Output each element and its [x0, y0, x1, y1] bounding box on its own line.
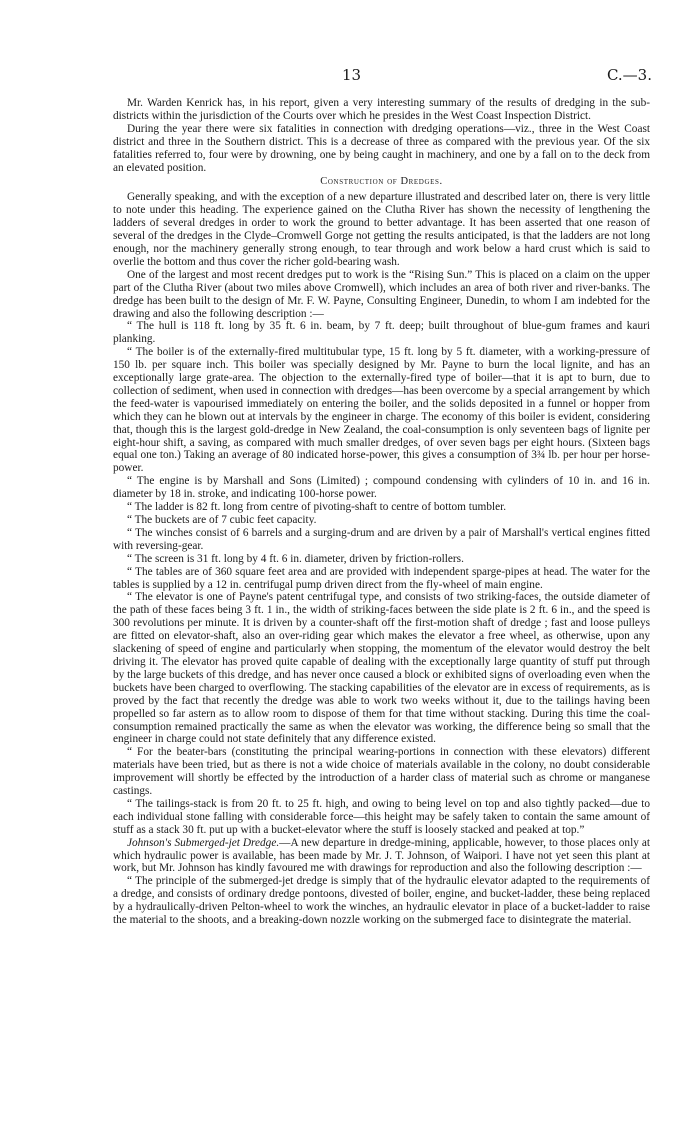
- paragraph: “ The screen is 31 ft. long by 4 ft. 6 in. diameter, driven by friction-rollers.: [127, 552, 464, 565]
- paragraph: Generally speaking, and with the exception of a new departure illustrated and described later on, there is very little to note under this heading. The experience gained on the Clutha River has shown the necessity of lengthening the ladders of several dredges in order to work the ground to better advantage. It has been asserted that one reason of several of the dredges in the Clyde–Cromwell Gorge not getting the results anticipated, is that the ladders are not long enough, nor the machinery generally strong enough, to tear through and work below a hard crust which is said to overlie the bottom and thus cover the richer gold-bearing wash.: [113, 191, 650, 268]
- paragraph: “ The elevator is one of Payne's patent centrifugal type, and consists of two striking-faces, the outside diameter of the path of these faces being 3 ft. 1 in., the width of striking-faces between the side plate is 2 ft. 6 in., and the speed is 300 revolutions per minute. It is driven by a counter-shaft off the first-motion shaft of dredge ; fast and loose pulleys are fitted on elevator-shaft, also an over-riding gear which makes the elevator a free wheel, as otherwise, upon any slackening of speed of engine and particularly when stopping, the momentum of the elevator would destroy the belt driving it. The elevator has proved quite capable of dealing with the exceptionally large quantity of stuff put through by the large buckets of this dredge, and has never once caused a block or exhibited signs of overloading even when the buckets have been charged to overflowing. The stacking capabilities of the elevator are in excess of requirements, as is proved by the fact that recently the dredge was able to work two weeks without it, due to the tailings having been propelled so far astern as to allow room to dispose of them for that time without stacking. During this time the coal-consumption remained practically the same as when the elevator was working, the difference being so small that the engineer in charge could not state definitely that any difference existed.: [113, 591, 650, 746]
- document-reference: C.—3.: [606, 66, 652, 84]
- page-number: 13: [342, 66, 362, 84]
- paragraph: “ The ladder is 82 ft. long from centre of pivoting-shaft to centre of bottom tumbler.: [127, 501, 507, 514]
- johnson-title: Johnson's Submerged-jet Dredge.: [127, 836, 280, 849]
- paragraph: “ For the beater-bars (constituting the principal wearing-portions in connection with these elevators) different materials have been tried, but as there is not a wide choice of materials available in the colony, no doubt considerable improvement will shortly be effected by the introduction of a harder class of material such as chrome or manganese castings.: [113, 746, 650, 798]
- paragraph: “ The tailings-stack is from 20 ft. to 25 ft. high, and owing to being level on top and also tightly packed—due to each individual stone falling with considerable force—this height may be safely taken to contain the same amount of stuff as a stack 30 ft. put up with a bucket-elevator where the stuff is loosely stacked and peaked at top.”: [113, 797, 650, 836]
- paragraph: “ The hull is 118 ft. long by 35 ft. 6 in. beam, by 7 ft. deep; built throughout of blue-gum frames and kauri planking.: [113, 320, 650, 346]
- body-text: [113, 97, 650, 927]
- johnson-text: —A new departure in dredge-mining, applicable, however, to those places only at which hydraulic power is available, has been made by Mr. J. T. Johnson, of Waipori. I have not yet seen this plant at work, but Mr. Johnson has kindly favoured me with drawings for reproduction and also the following description :—: [113, 836, 650, 875]
- paragraph-johnson: [113, 837, 650, 876]
- paragraph: Mr. Warden Kenrick has, in his report, given a very interesting summary of the results of dredging in the sub-districts within the jurisdiction of the Courts over which he presides in the West Coast Inspection District.: [113, 97, 650, 122]
- paragraph: “ The engine is by Marshall and Sons (Limited) ; compound condensing with cylinders of 10 in. and 16 in. diameter by 18 in. stroke, and indicating 100-horse power.: [113, 475, 650, 501]
- paragraph: “ The principle of the submerged-jet dredge is simply that of the hydraulic elevator adapted to the requirements of a dredge, and consists of ordinary dredge pontoons, divested of boiler, engine, and bucket-ladder, these being replaced by a hydraulically-driven Pelton-wheel to work the winches, an hydraulic elevator in place of a bucket-ladder to raise the material to the shoots, and a breaking-down nozzle working on the submerged face to disintegrate the material.: [113, 875, 650, 927]
- paragraph: “ The buckets are of 7 cubic feet capacity.: [127, 514, 317, 526]
- paragraph: “ The tables are of 360 square feet area and are provided with independent sparge-pipes at head. The water for the tables is supplied by a 12 in. centrifugal pump driven direct from the fly-wheel of main engine.: [113, 565, 650, 591]
- section-heading: Construction of Dredges.: [320, 176, 443, 188]
- paragraph: “ The boiler is of the externally-fired multitubular type, 15 ft. long by 5 ft. diameter, with a working-pressure of 150 lb. per square inch. This boiler was specially designed by Mr. Payne to burn the local lignite, and has an exceptionally large grate-area. The objection to the externally-fired type of boiler—that it is apt to burn, due to collection of sediment, when used in connection with dredges—has been overcome by a special arrangement by which the feed-water is vapourised immediately on entering the boiler, and the solids deposited in a funnel or hopper from which they can he blown out at intervals by the engineer in charge. The economy of this boiler is evident, considering that, though this is the largest gold-dredge in New Zealand, the coal-consumption is only seventeen bags of lignite per eight-hour shift, a saving, as compared with much smaller dredges, of over seven bags per eight hours. (Sixteen bags equal one ton.) Taking an average of 80 indicated horse-power, this gives a consumption of 3¾ lb. per hour per horse-power.: [113, 346, 650, 475]
- paragraph: “ The winches consist of 6 barrels and a surging-drum and are driven by a pair of Marshall's vertical engines fitted with reversing-gear.: [113, 526, 650, 552]
- paragraph: One of the largest and most recent dredges put to work is the “Rising Sun.” This is placed on a claim on the upper part of the Clutha River (about two miles above Cromwell), which includes an area of both river and river-banks. The dredge has been built to the design of Mr. F. W. Payne, Consulting Engineer, Dunedin, to whom I am indebted for the drawing and also the following description :—: [113, 268, 650, 320]
- paragraph: During the year there were six fatalities in connection with dredging operations—viz., three in the West Coast district and three in the Southern district. This is a decrease of three as compared with the previous year. Of the six fatalities referred to, four were by drowning, one by being caught in machinery, and one by a fall on to the deck from an elevated position.: [113, 122, 650, 174]
